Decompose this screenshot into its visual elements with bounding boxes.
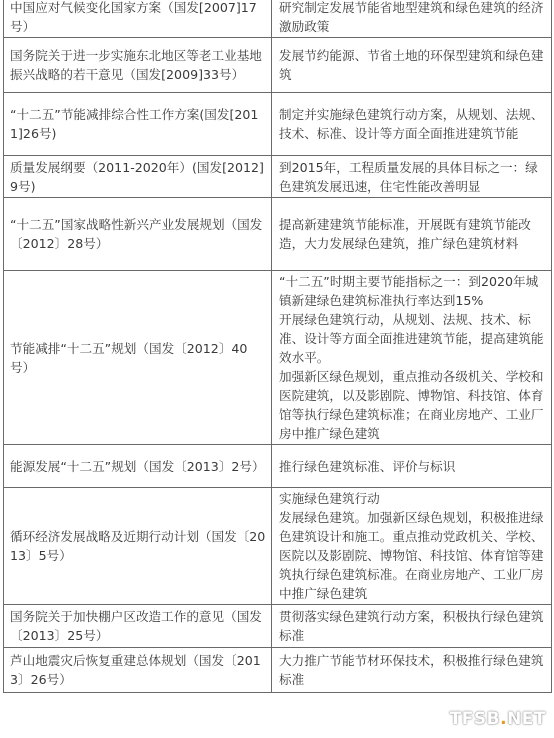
policy-content-paragraph: 贯彻落实绿色建筑行动方案，积极执行绿色建筑标准 <box>279 609 544 643</box>
watermark-right: NET <box>507 709 546 729</box>
policy-content-paragraph: “十二五”时期主要节能指标之一：到2020年城镇新建绿色建筑标准执行率达到15% <box>279 274 539 308</box>
policy-content-paragraph: 发展绿色建筑。加强新区绿色规划，积极推进绿色建筑设计和施工。重点推动党政机关、学校、医院以及影剧院、博物馆、科技馆、体育馆等建筑执行绿色建筑标准。在商业房地产、工业厂房中推广绿色建筑 <box>279 510 544 601</box>
policy-content-cell <box>272 488 552 605</box>
policy-row <box>4 445 552 488</box>
policy-content-cell <box>272 93 552 156</box>
policy-content-cell <box>272 0 552 38</box>
policy-name-cell: 国务院关于加快棚户区改造工作的意见（国发〔2013〕25号） <box>4 605 272 648</box>
watermark-logo <box>450 709 546 729</box>
policy-content-paragraph: 到2015年，工程质量发展的具体目标之一：绿色建筑发展迅速，住宅性能改善明显 <box>279 159 538 194</box>
policy-table-body <box>4 0 552 693</box>
policy-content-paragraph: 研究制定发展节能省地型建筑和绿色建筑的经济激励政策 <box>279 0 544 34</box>
policy-content-paragraph: 制定并实施绿色建筑行动方案，从规划、法规、技术、标准、设计等方面全面推进建筑节能 <box>279 107 544 141</box>
policy-content-cell <box>272 156 552 198</box>
policy-name-cell: “十二五”国家战略性新兴产业发展规划（国发〔2012〕28号） <box>4 198 272 271</box>
policy-name-cell: 国务院关于进一步实施东北地区等老工业基地振兴战略的若干意见（国发[2009]33号） <box>4 38 272 93</box>
policy-content-cell <box>272 38 552 93</box>
policy-content-cell <box>272 648 552 693</box>
policy-row <box>4 198 552 271</box>
watermark-sep: . <box>500 709 508 729</box>
policy-content-cell <box>272 198 552 271</box>
policy-name-cell: 芦山地震灾后恢复重建总体规划（国发〔2013〕26号） <box>4 648 272 693</box>
policy-content-cell <box>272 445 552 488</box>
policy-name-cell: 质量发展纲要（2011-2020年）(国发[2012]9号) <box>4 156 272 198</box>
policy-content-cell <box>272 271 552 445</box>
policy-name-cell: “十二五”节能减排综合性工作方案(国发[2011]26号) <box>4 93 272 156</box>
policy-table <box>3 0 552 693</box>
policy-row <box>4 93 552 156</box>
policy-content-paragraph: 大力推广节能节材环保技术，积极推行绿色建筑标准 <box>279 653 544 687</box>
policy-content-paragraph: 发展节约能源、节省土地的环保型建筑和绿色建筑 <box>279 48 544 82</box>
policy-content-paragraph: 推行绿色建筑标准、评价与标识 <box>279 458 456 474</box>
policy-name-cell: 能源发展“十二五”规划（国发〔2013〕2号） <box>4 445 272 488</box>
policy-content-paragraph: 实施绿色建筑行动 <box>279 491 380 506</box>
policy-row <box>4 156 552 198</box>
watermark-left: TFSB <box>449 709 501 729</box>
policy-row <box>4 605 552 648</box>
policy-name-cell: 中国应对气候变化国家方案（国发[2007]17号） <box>4 0 272 38</box>
policy-row <box>4 271 552 445</box>
policy-name-cell: 节能减排“十二五”规划（国发〔2012〕40号） <box>4 271 272 445</box>
policy-row <box>4 488 552 605</box>
policy-content-paragraph: 加强新区绿色规划，重点推动各级机关、学校和医院建筑，以及影剧院、博物馆、科技馆、体育馆等执行绿色建筑标准；在商业房地产、工业厂房中推广绿色建筑 <box>279 369 544 441</box>
policy-name-cell: 循环经济发展战略及近期行动计划（国发〔2013〕5号） <box>4 488 272 605</box>
policy-content-paragraph: 开展绿色建筑行动，从规划、法规、技术、标准、设计等方面全面推进建筑节能，提高建筑能效水平。 <box>279 312 544 365</box>
policy-content-cell <box>272 605 552 648</box>
policy-row <box>4 0 552 38</box>
policy-row <box>4 38 552 93</box>
policy-row <box>4 648 552 693</box>
policy-content-paragraph: 提高新建建筑节能标准，开展既有建筑节能改造，大力发展绿色建筑，推广绿色建筑材料 <box>279 217 531 251</box>
